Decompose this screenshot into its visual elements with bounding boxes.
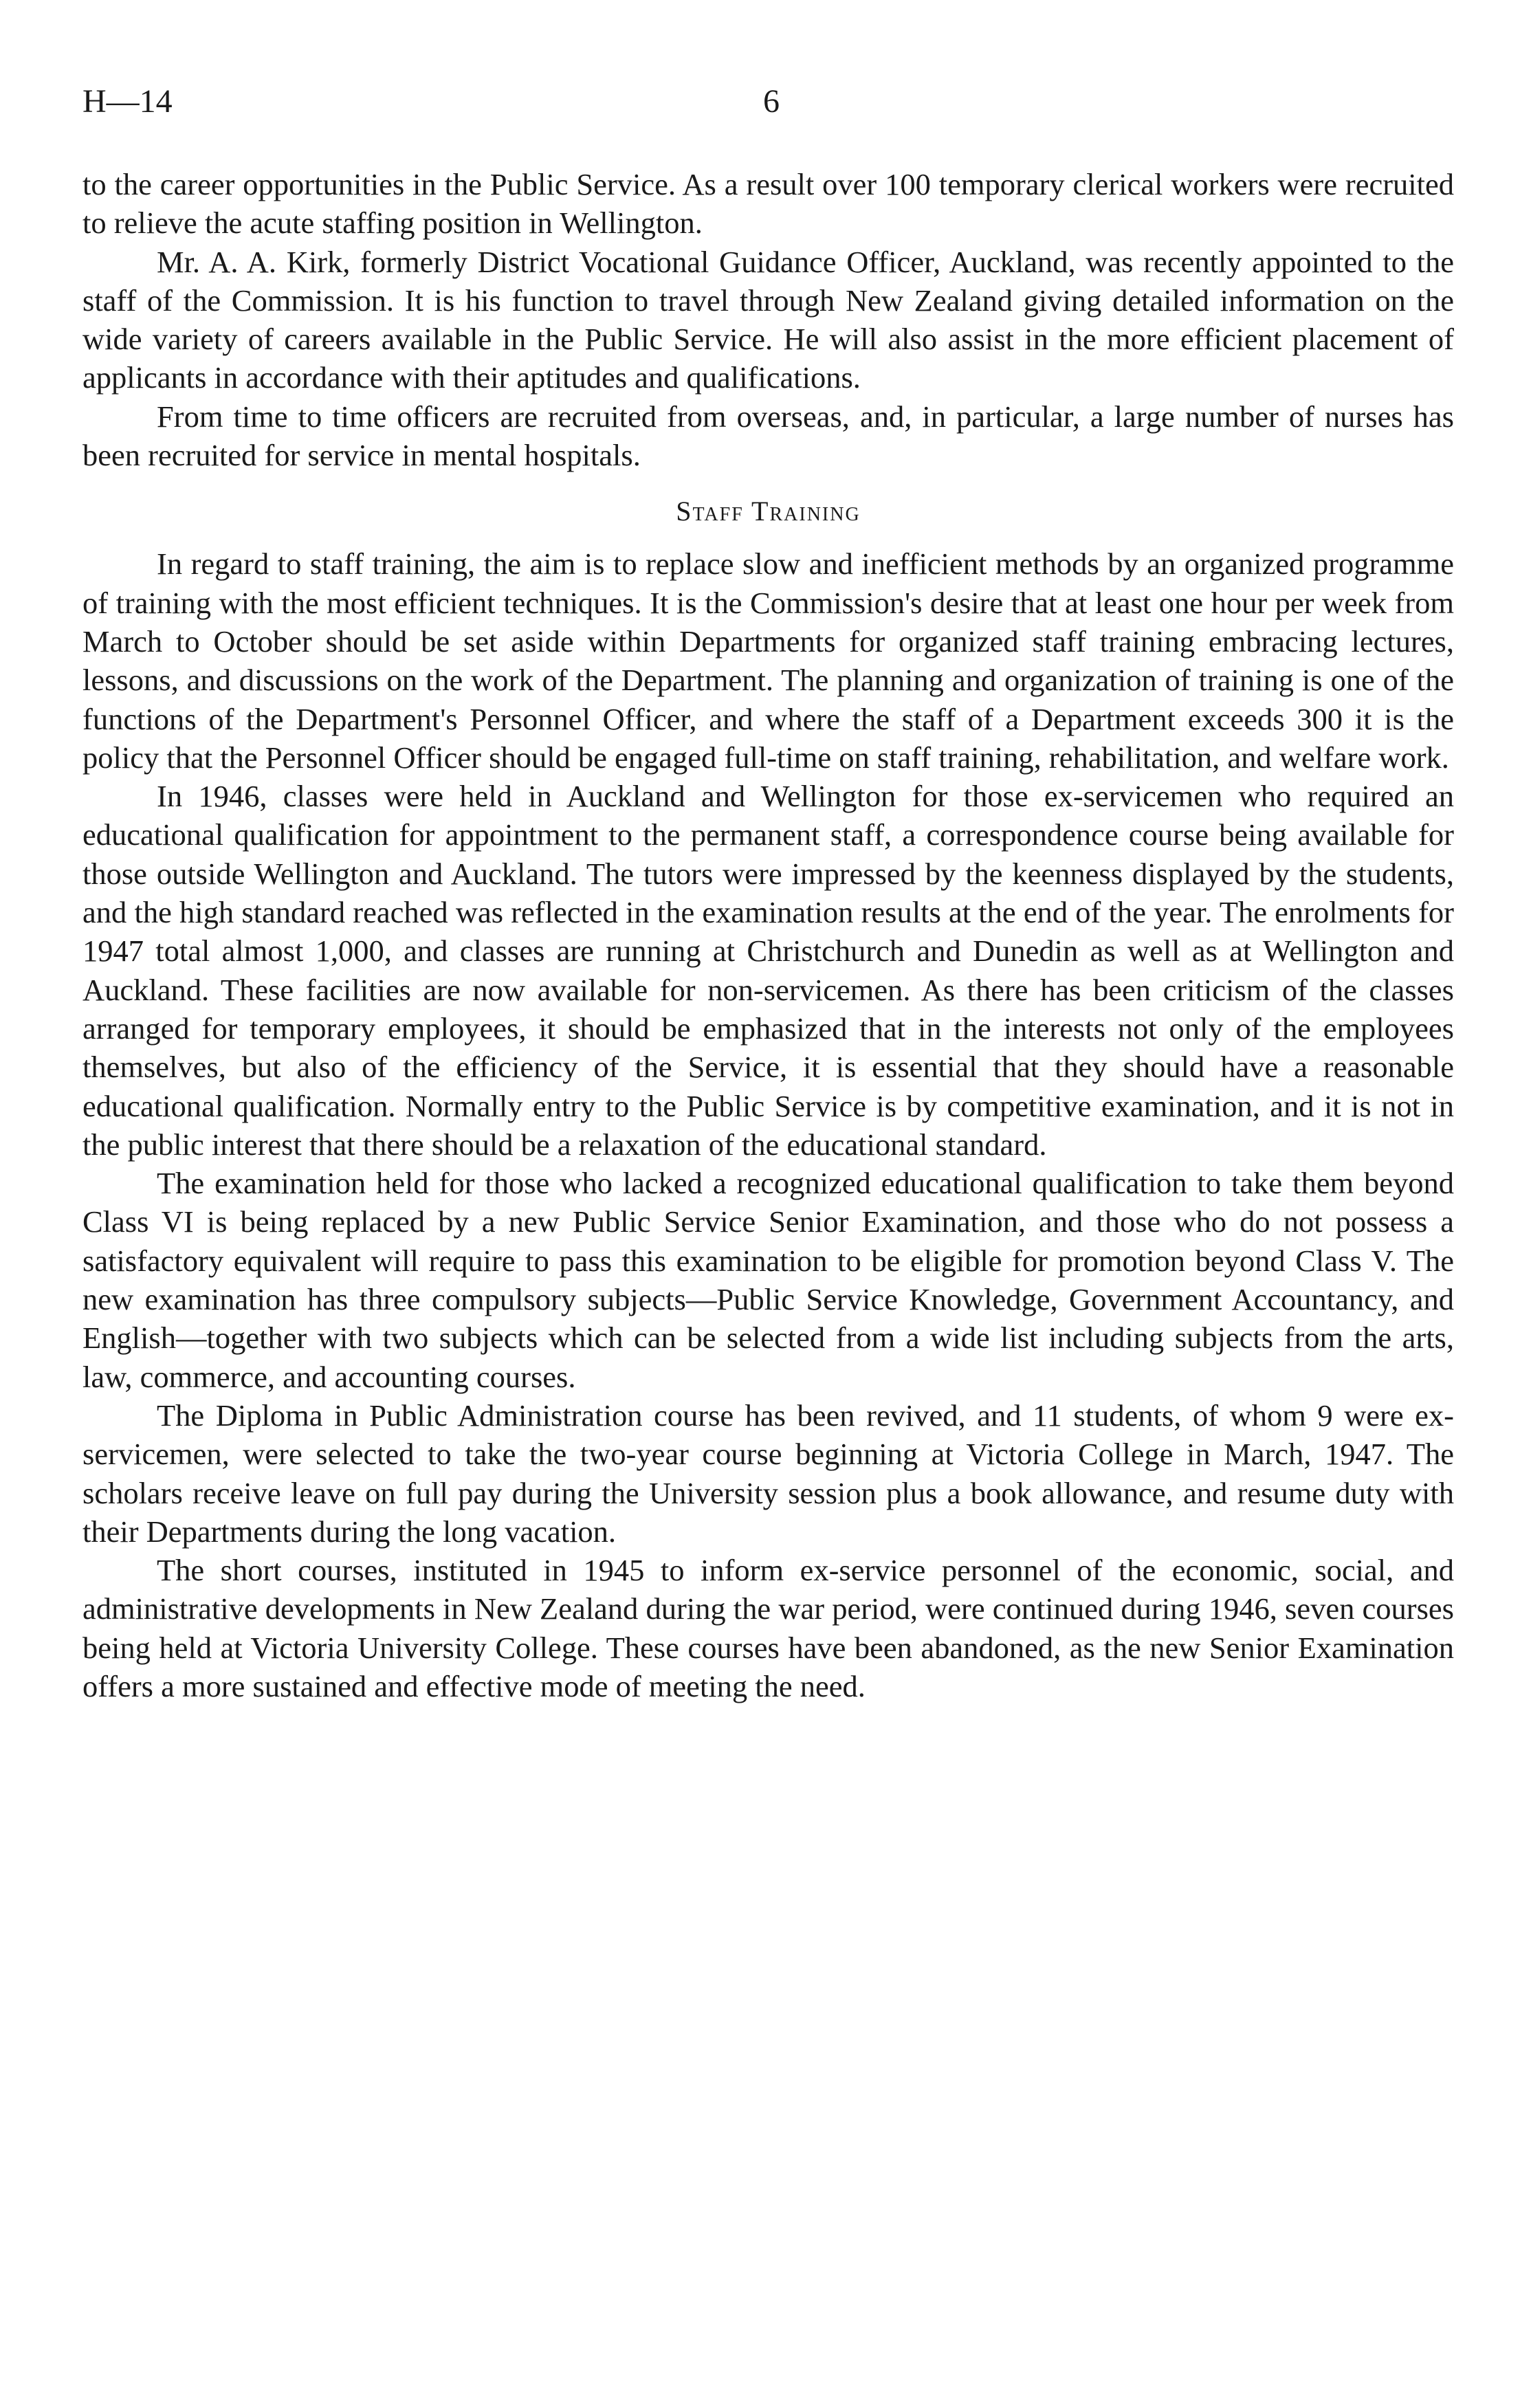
document-reference: H—14	[82, 83, 173, 120]
paragraph-overseas-recruitment: From time to time officers are recruited from overseas, and, in particular, a large number of nurses has been recruited for service in mental hospitals.	[82, 399, 1454, 473]
paragraph-diploma-public-administration: The Diploma in Public Administration course has been revived, and 11 students, of whom 9 were ex-servicemen, were selected to take the two-year course beginning at Victoria College in March, 1947. The scholars receive leave on full pay during the University session plus a book allowance, and resume duty with their Departments during the long vacation.	[82, 1398, 1454, 1549]
paragraph-kirk-appointment: Mr. A. A. Kirk, formerly District Vocational Guidance Officer, Auckland, was recently appointed to the staff of the Commission. It is his function to travel through New Zealand giving detailed information on the wide variety of careers available in the Public Service. He will also assist in the more efficient placement of applicants in accordance with their aptitudes and qualifications.	[82, 244, 1454, 395]
paragraph-training-aim: In regard to staff training, the aim is to replace slow and inefficient methods by an organized programme of training with the most efficient techniques. It is the Commission's desire that at least one hour per week from March to October should be set aside within Departments for organized staff training embracing lectures, lessons, and discussions on the work of the Department. The planning and organization of training is one of the functions of the Department's Personnel Officer, and where the staff of a Department exceeds 300 it is the policy that the Personnel Officer should be engaged full-time on staff training, rehabilitation, and welfare work.	[82, 546, 1454, 775]
paragraph-continuation: to the career opportunities in the Public Service. As a result over 100 temporary clerical workers were recruited to relieve the acute staffing position in Wellington.	[82, 167, 1454, 241]
section-heading-staff-training: Staff Training	[676, 496, 861, 527]
paragraph-senior-examination: The examination held for those who lacked a recognized educational qualification to take them beyond Class VI is being replaced by a new Public Service Senior Examination, and those who do not possess a satisfactory equivalent will require to pass this examination to be eligible for promotion beyond Class V. The new examination has three compulsory subjects—Public Service Knowledge, Government Accountancy, and English—together with two subjects which can be selected from a wide list including subjects from the arts, law, commerce, and accounting courses.	[82, 1166, 1454, 1394]
page-number: 6	[763, 83, 780, 120]
body-text	[82, 165, 1454, 1705]
paragraph-classes-1946: In 1946, classes were held in Auckland and Wellington for those ex-servicemen who required an educational qualification for appointment to the permanent staff, a correspondence course being available for those outside Wellington and Auckland. The tutors were impressed by the keenness displayed by the students, and the high standard reached was reflected in the examination results at the end of the year. The enrolments for 1947 total almost 1,000, and classes are running at Christchurch and Dunedin as well as at Wellington and Auckland. These facilities are now available for non-servicemen. As there has been criticism of the classes arranged for temporary employees, it should be emphasized that in the interests not only of the employees themselves, but also of the efficiency of the Service, it is essential that they should have a reasonable educational qualification. Normally entry to the Public Service is by competitive examination, and it is not in the public interest that there should be a relaxation of the educational standard.	[82, 779, 1454, 1162]
running-header	[82, 81, 1454, 122]
paragraph-short-courses: The short courses, instituted in 1945 to inform ex-service personnel of the economic, social, and administrative developments in New Zealand during the war period, were continued during 1946, seven courses being held at Victoria University College. These courses have been abandoned, as the new Senior Examination offers a more sustained and effective mode of meeting the need.	[82, 1553, 1454, 1703]
